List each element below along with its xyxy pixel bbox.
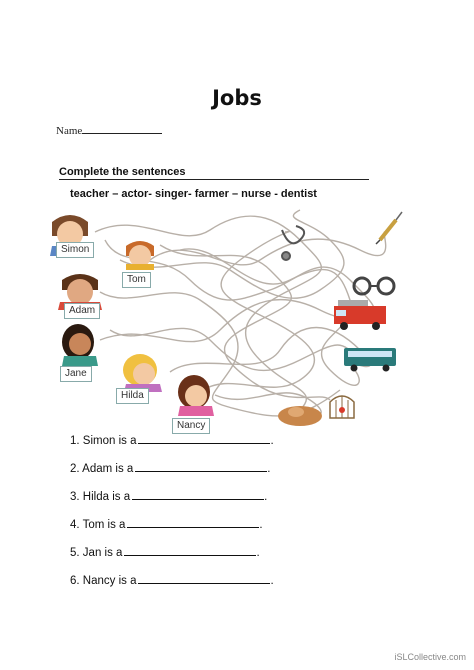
- answer-blank-2[interactable]: [135, 460, 267, 472]
- hilda-face: [123, 354, 162, 392]
- instruction-heading: Complete the sentences: [59, 166, 369, 180]
- stethoscope-picture: [282, 226, 304, 260]
- footer-watermark: iSLCollective.com: [394, 652, 466, 662]
- sentence-6: 6. Nancy is a .: [70, 572, 274, 587]
- tom-face: [126, 241, 154, 270]
- name-tag-simon: Simon: [56, 242, 94, 258]
- word-bank: teacher – actor- singer- farmer – nurse - dentist: [70, 188, 317, 200]
- name-tag-hilda: Hilda: [116, 388, 149, 404]
- name-label: Name: [56, 125, 83, 137]
- sentence-3: 3. Hilda is a .: [70, 488, 267, 503]
- syringe-picture: [376, 212, 402, 244]
- answer-blank-6[interactable]: [138, 572, 270, 584]
- name-tag-jane: Jane: [60, 366, 92, 382]
- name-tag-tom: Tom: [122, 272, 151, 288]
- bread-and-cage-picture: [278, 396, 354, 426]
- answer-blank-1[interactable]: [138, 432, 270, 444]
- sentence-4: 4. Tom is a .: [70, 516, 263, 531]
- fire-truck-picture: [334, 300, 386, 330]
- sentence-5: 5. Jan is a .: [70, 544, 260, 559]
- name-tag-adam: Adam: [64, 303, 100, 319]
- handcuffs-picture: [354, 278, 394, 294]
- sentence-1: 1. Simon is a .: [70, 432, 274, 447]
- jane-face: [62, 324, 98, 366]
- page-title: Jobs: [212, 86, 262, 110]
- answer-blank-5[interactable]: [124, 544, 256, 556]
- nancy-face: [178, 375, 214, 416]
- bus-picture: [344, 348, 396, 372]
- name-tag-nancy: Nancy: [172, 418, 210, 434]
- answer-blank-4[interactable]: [127, 516, 259, 528]
- answer-blank-3[interactable]: [132, 488, 264, 500]
- sentence-2: 2. Adam is a .: [70, 460, 271, 475]
